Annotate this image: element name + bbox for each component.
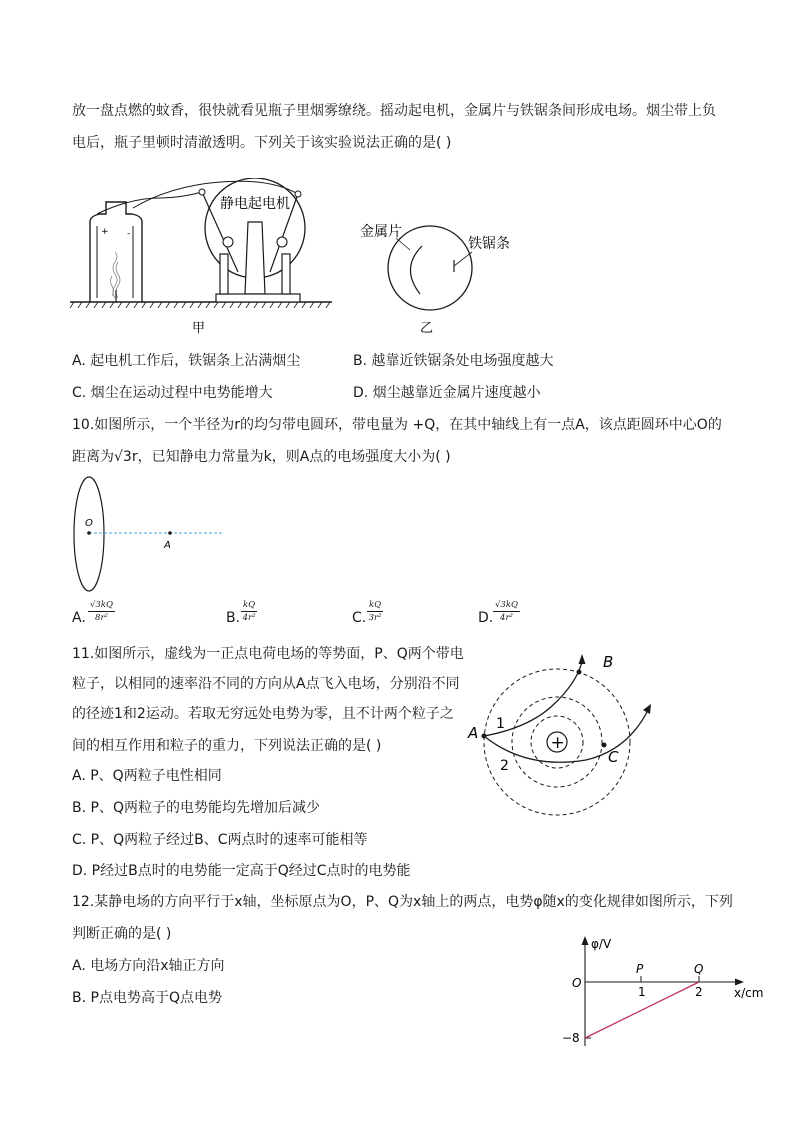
q10-text-line2: 距离为√3r，已知静电力常量为k，则A点的电场强度大小为( ) [72,449,451,465]
tick-2-label: 2 [695,985,703,999]
plus-sign: + [101,227,109,237]
minus-sign: - [127,229,131,239]
point-b-label: B [603,653,614,671]
potential-graph [560,934,775,1056]
q12-option-a: A. 电场方向沿x轴正方向 [72,958,225,974]
metal-label: 金属片 [360,224,402,240]
electrostatic-machine-figure [70,178,340,338]
caption-yi: 乙 [420,321,434,336]
equipotential-figure [462,640,662,816]
point-p-label: P [636,962,644,976]
charge-sign: + [550,733,565,753]
charged-ring-figure [68,474,238,596]
q9-option-c: C. 烟尘在运动过程中电势能增大 [72,385,273,401]
q11-text-line4: 间的相互作用和粒子的重力，下列说法正确的是( ) [72,738,382,754]
q10-option-d-fraction: $\frac{√3kQ}{\text{4r²}}$ [495,600,518,623]
metal-saw-figure [350,214,530,338]
q10-text-line1: 10.如图所示，一个半径为r的均匀带电圆环，带电量为 +Q，在其中轴线上有一点A，该点距圆环中心O的 [72,417,722,433]
q10-option-a-fraction: $\frac{√3kQ}{\text{8r²}}$ [90,600,113,623]
origin-label: O [572,976,582,990]
label-o: O [85,518,93,529]
bottle [90,202,142,302]
caption-jia: 甲 [192,321,206,336]
q10-option-c-fraction: $\frac{kQ}{\text{3r²}}$ [368,600,382,623]
point-q-label: Q [694,962,704,976]
metal-plate-arc [410,246,422,294]
path-2-label: 2 [500,758,509,774]
q11-text-line3: 的径迹1和2运动。若取无穷远处电势为零，且不计两个粒子之 [72,706,454,722]
q11-text-line1: 11.如图所示，虚线为一正点电荷电场的等势面，P、Q两个带电 [72,646,464,662]
label-a: A [164,540,171,551]
q9-text-line1: 放一盘点燃的蚊香，很快就看见瓶子里烟雾缭绕。摇动起电机，金属片与铁锯条间形成电场。烟尘带上负 [72,103,716,119]
q11-text-line2: 粒子，以相同的速率沿不同的方向从A点飞入电场，分别沿不同 [72,676,460,692]
q11-option-d: D. P经过B点时的电势能一定高于Q经过C点时的电势能 [72,863,411,879]
point-a-label: A [468,724,479,742]
x-axis-label: x/cm [734,986,764,1000]
q12-option-b: B. P点电势高于Q点电势 [72,990,222,1006]
smoke-icon [111,252,121,298]
q10-option-b-letter: B. [226,610,241,626]
q9-text-line2: 电后，瓶子里顿时清澈透明。下列关于该实验说法正确的是( ) [72,135,452,151]
tick-1-label: 1 [638,985,646,999]
y-axis-arrow [582,936,589,945]
q10-option-c-letter: C. [352,610,367,626]
q9-option-d: D. 烟尘越靠近金属片速度越小 [353,385,541,401]
q11-option-b: B. P、Q两粒子的电势能均先增加后减少 [72,800,320,816]
point-c-label: C [608,748,619,766]
path-2 [484,710,648,762]
x-axis-arrow [735,979,744,986]
y-axis-label: φ/V [591,937,612,951]
q11-option-a: A. P、Q两粒子电性相同 [72,768,222,784]
machine-label: 静电起电机 [220,196,290,212]
tick-neg8-label: −8 [562,1031,580,1045]
q10-option-b-fraction: $\frac{kQ}{\text{4r²}}$ [242,600,256,623]
arrow-path-1 [579,654,586,664]
q12-text-line2: 判断正确的是( ) [72,926,172,942]
saw-label: 铁锯条 [468,236,510,252]
q11-option-c: C. P、Q两粒子经过B、C两点时的速率可能相等 [72,832,368,848]
q12-text-line1: 12.某静电场的方向平行于x轴，坐标原点为O，P、Q为x轴上的两点，电势φ随x的变化规律如图所示，下列 [72,894,733,910]
q10-option-d-letter: D. [478,610,494,626]
q9-option-a: A. 起电机工作后，铁锯条上沾满烟尘 [72,353,301,369]
q10-option-a-letter: A. [72,610,86,626]
path-1-label: 1 [496,716,505,732]
q9-option-b: B. 越靠近铁锯条处电场强度越大 [353,353,554,369]
